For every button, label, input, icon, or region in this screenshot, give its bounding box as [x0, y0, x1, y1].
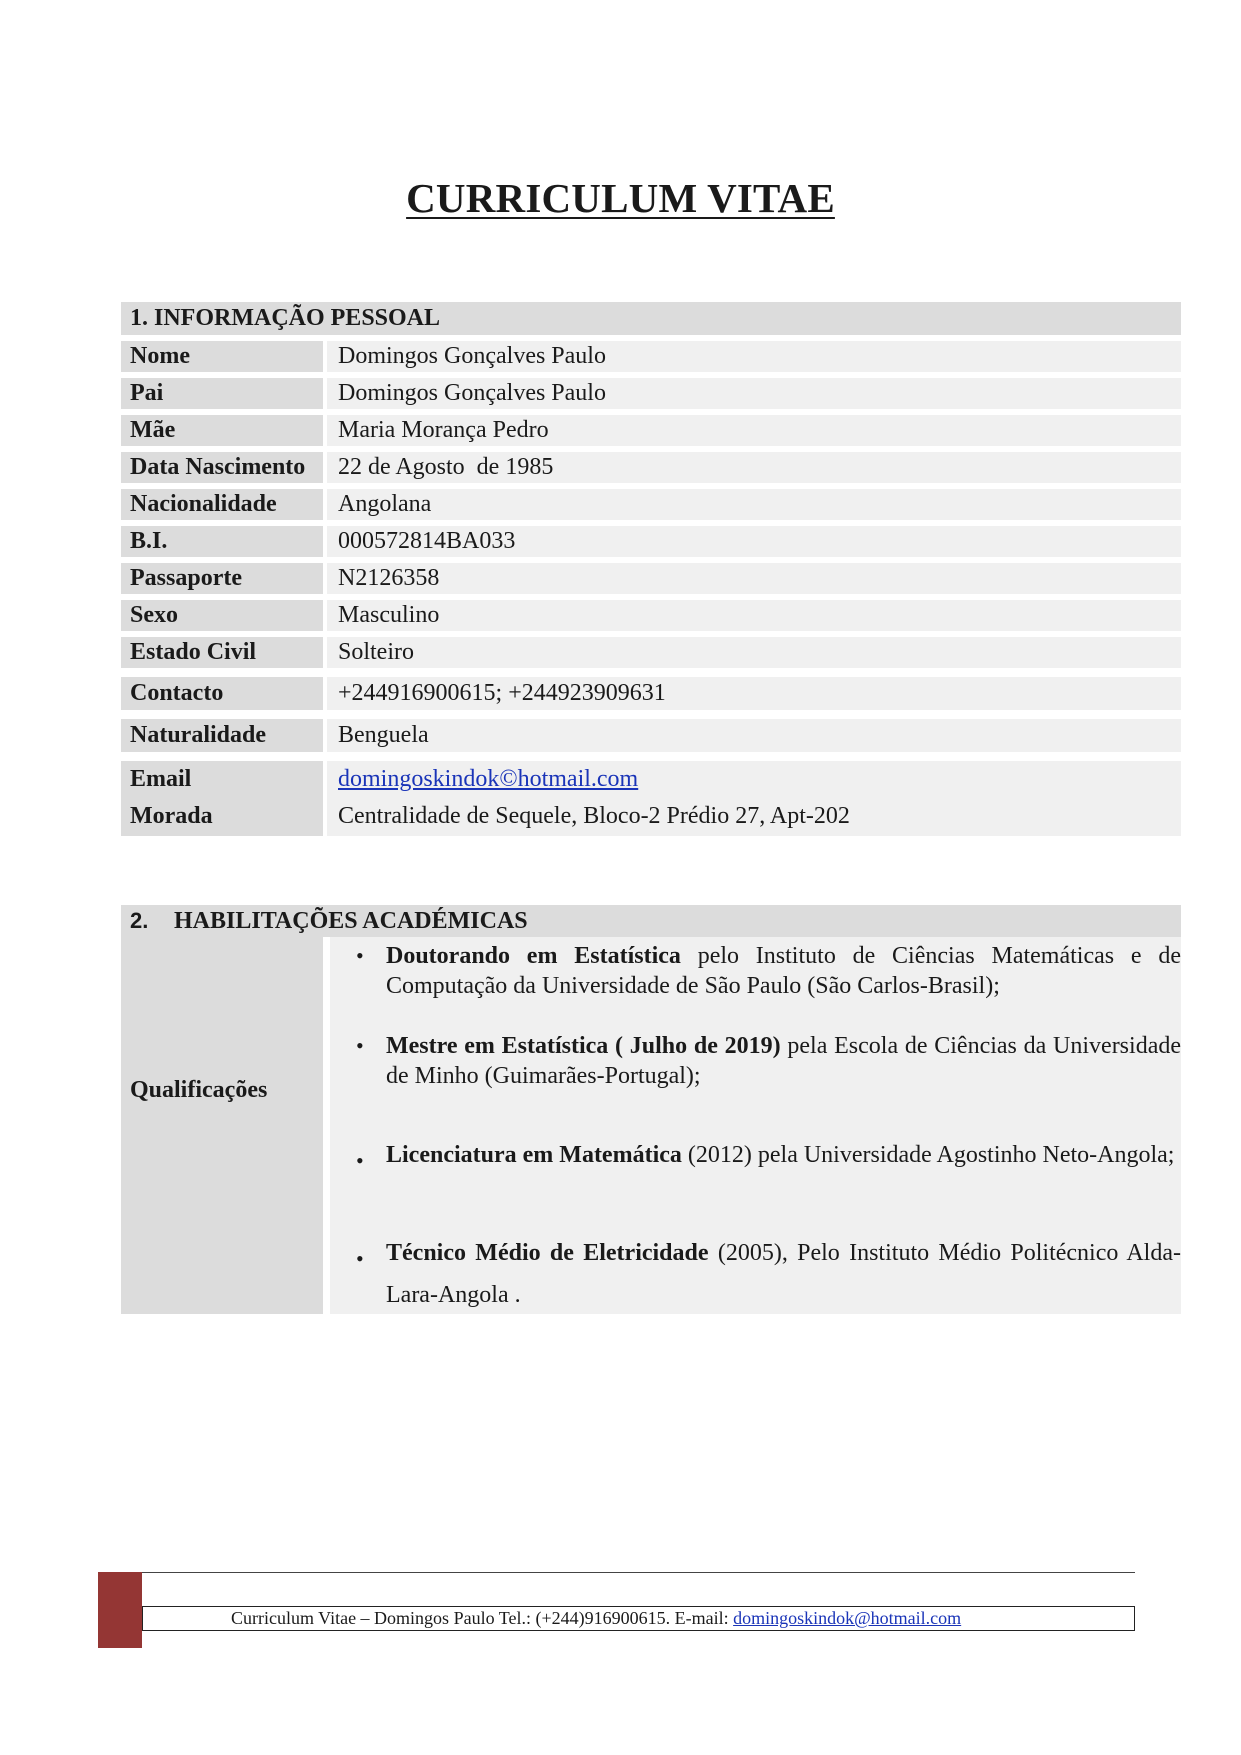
row-value: 000572814BA033	[327, 526, 1181, 557]
row-labels	[121, 761, 323, 836]
row-label-morada: Morada	[130, 803, 213, 829]
row-value: +244916900615; +244923909631	[327, 677, 1181, 710]
info-row-email-morada	[121, 761, 1181, 836]
qualifications-row	[121, 937, 1181, 1314]
item-text: (2005), Pelo Instituto Médio Politécnico Alda-Lara-Angola .	[386, 1240, 1181, 1308]
row-label: Naturalidade	[121, 719, 323, 752]
section-title: HABILITAÇÕES ACADÉMICAS	[174, 908, 528, 934]
row-label: Data Nascimento	[121, 452, 323, 483]
row-value: Benguela	[327, 719, 1181, 752]
row-values	[327, 761, 1181, 836]
bullet-icon: •	[356, 943, 364, 968]
item-bold: Licenciatura em Matemática	[386, 1142, 682, 1168]
info-row-nome	[121, 341, 1181, 372]
item-bold: Técnico Médio de Eletricidade	[386, 1240, 709, 1266]
row-value: Domingos Gonçalves Paulo	[327, 378, 1181, 409]
qualifications-list	[330, 937, 1181, 1314]
section-header-personal-info: 1. INFORMAÇÃO PESSOAL	[121, 302, 1181, 335]
row-label: Estado Civil	[121, 637, 323, 668]
row-value: 22 de Agosto de 1985	[327, 452, 1181, 483]
row-label: Sexo	[121, 600, 323, 631]
footer-accent-bar	[98, 1572, 142, 1648]
list-item	[356, 1134, 1181, 1176]
row-label: B.I.	[121, 526, 323, 557]
email-link[interactable]: domingoskindok©hotmail.com	[338, 766, 639, 792]
list-item	[356, 941, 1181, 1001]
row-label: Passaporte	[121, 563, 323, 594]
item-text: (2012) pela Universidade Agostinho Neto-Angola;	[681, 1142, 1175, 1168]
info-row-estado-civil	[121, 637, 1181, 668]
row-value: Solteiro	[327, 637, 1181, 668]
row-label: Contacto	[121, 677, 323, 710]
row-value: Maria Morança Pedro	[327, 415, 1181, 446]
item-text: pela Escola de Ciências da Universidade de Minho (Guimarães-Portugal);	[386, 1033, 1181, 1089]
row-label: Mãe	[121, 415, 323, 446]
email-line	[338, 761, 1181, 798]
row-label: Nome	[121, 341, 323, 372]
info-row-data-nascimento	[121, 452, 1181, 483]
page-title: CURRICULUM VITAE	[406, 175, 835, 221]
footer	[142, 1606, 1135, 1631]
qualifications-label: Qualificações	[130, 1077, 268, 1103]
bullet-icon: •	[356, 1033, 364, 1058]
row-label: Pai	[121, 378, 323, 409]
row-value: N2126358	[327, 563, 1181, 594]
academic-section	[121, 905, 1181, 1314]
item-text: pelo Instituto de Ciências Matemáticas e de Computação da Universidade de São Paulo (São Carlos-Brasil);	[386, 943, 1181, 999]
item-bold: Mestre em Estatística ( Julho de 2019)	[386, 1033, 781, 1059]
info-row-sexo	[121, 600, 1181, 631]
row-value: Angolana	[327, 489, 1181, 520]
row-label: Nacionalidade	[121, 489, 323, 520]
footer-text: Curriculum Vitae – Domingos Paulo Tel.: (+244)916900615. E-mail:	[231, 1608, 734, 1628]
row-value: Domingos Gonçalves Paulo	[327, 341, 1181, 372]
list-item	[356, 1232, 1181, 1316]
list-item	[356, 1031, 1181, 1091]
row-value-morada: Centralidade de Sequele, Bloco-2 Prédio 27, Apt-202	[338, 803, 850, 829]
row-label-email: Email	[130, 766, 192, 792]
info-row-naturalidade	[121, 719, 1181, 752]
info-row-bi	[121, 526, 1181, 557]
info-row-passaporte	[121, 563, 1181, 594]
item-bold: Doutorando em Estatística	[386, 943, 681, 969]
personal-info-section	[121, 302, 1181, 836]
info-row-mae	[121, 415, 1181, 446]
footer-divider	[142, 1572, 1135, 1573]
info-row-nacionalidade	[121, 489, 1181, 520]
bullet-icon: •	[356, 1148, 364, 1173]
section-header-academic	[121, 905, 1181, 937]
info-row-pai	[121, 378, 1181, 409]
row-value: Masculino	[327, 600, 1181, 631]
qualifications-label-cell	[121, 937, 323, 1314]
footer-email-link[interactable]: domingoskindok@hotmail.com	[733, 1608, 962, 1628]
section-number: 2.	[130, 908, 149, 933]
info-row-contacto	[121, 677, 1181, 710]
bullet-icon: •	[356, 1246, 364, 1271]
